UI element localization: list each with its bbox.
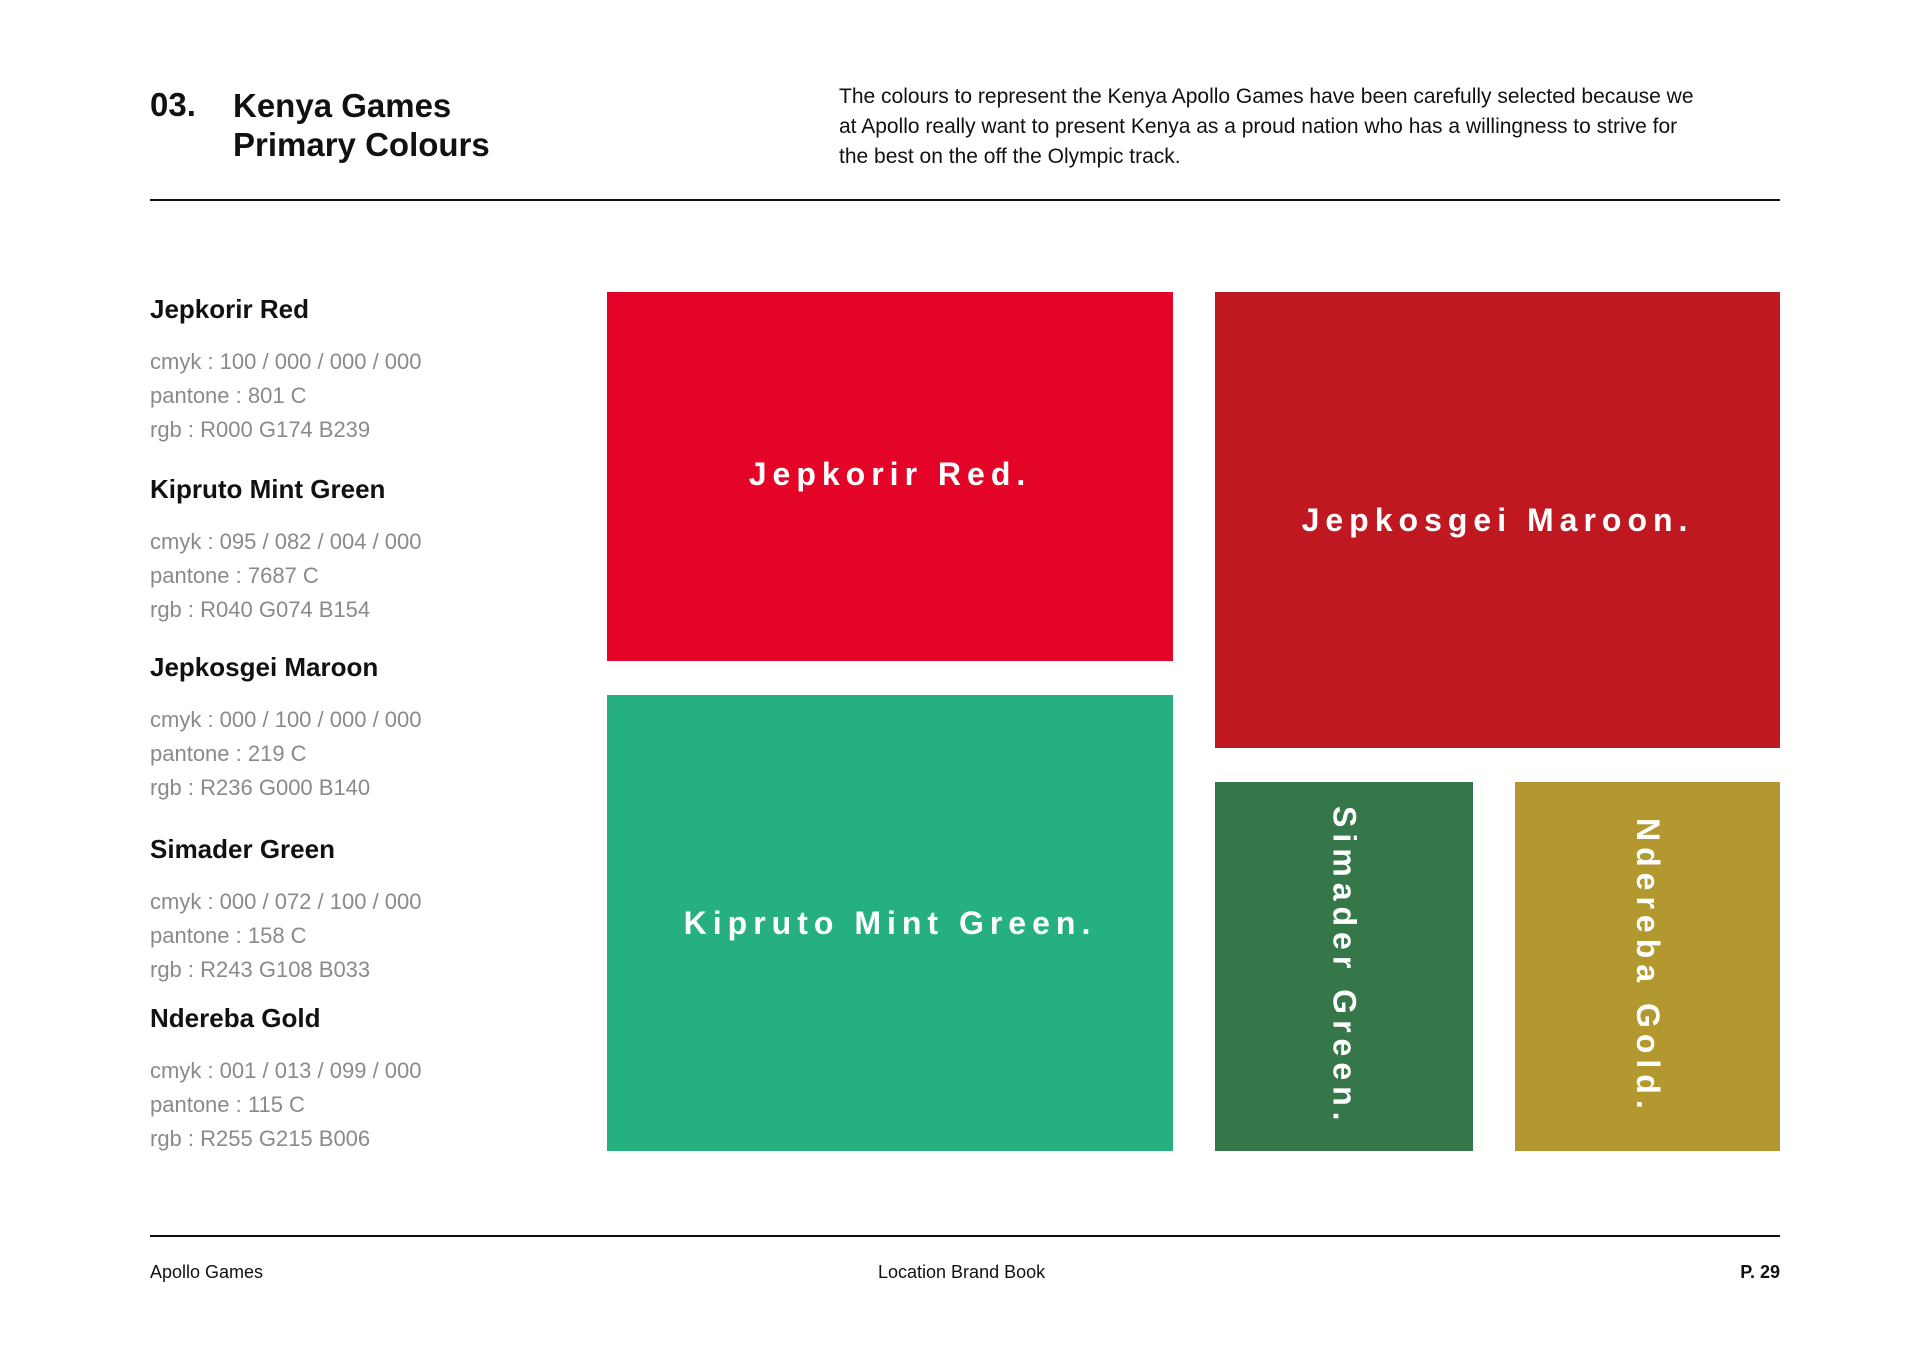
swatch-label: Kipruto Mint Green. xyxy=(683,904,1097,941)
colour-spec-cmyk: cmyk : 095 / 082 / 004 / 000 xyxy=(150,529,422,554)
swatch-jepkosgei-maroon xyxy=(1215,292,1780,748)
colour-spec-pantone: pantone : 115 C xyxy=(150,1092,305,1117)
colour-spec-rgb: rgb : R000 G174 B239 xyxy=(150,417,371,442)
colour-spec-cmyk: cmyk : 000 / 100 / 000 / 000 xyxy=(150,707,422,732)
footer-divider xyxy=(150,1235,1780,1237)
swatch-label: Ndereba Gold. xyxy=(1630,818,1666,1115)
colour-spec-pantone: pantone : 158 C xyxy=(150,923,307,948)
intro-paragraph xyxy=(839,82,1789,172)
intro-line-1: The colours to represent the Kenya Apollo Games have been carefully selected because we xyxy=(839,85,1694,108)
colour-spec-kipruto-mint-green xyxy=(150,473,422,627)
footer-document-title: Location Brand Book xyxy=(878,1262,1046,1282)
colour-spec-pantone: pantone : 7687 C xyxy=(150,563,319,588)
colour-spec-name: Kipruto Mint Green xyxy=(150,474,386,504)
colour-spec-cmyk: cmyk : 000 / 072 / 100 / 000 xyxy=(150,889,422,914)
swatch-simader-green xyxy=(1215,782,1473,1151)
intro-line-3: the best on the off the Olympic track. xyxy=(839,145,1181,168)
header-divider xyxy=(150,199,1780,201)
intro-line-2: at Apollo really want to present Kenya as a proud nation who has a willingness to strive for xyxy=(839,115,1678,138)
swatch-label: Jepkorir Red. xyxy=(748,456,1032,492)
footer-brand: Apollo Games xyxy=(150,1262,264,1282)
colour-spec-rgb: rgb : R255 G215 B006 xyxy=(150,1126,371,1151)
colour-spec-name: Simader Green xyxy=(150,834,335,864)
swatch-jepkorir-red xyxy=(607,292,1173,661)
page-title-line-2: Primary Colours xyxy=(233,126,490,163)
colour-spec-rgb: rgb : R243 G108 B033 xyxy=(150,957,371,982)
swatch-kipruto-mint-green xyxy=(607,695,1173,1151)
swatch-label: Simader Green. xyxy=(1326,806,1363,1127)
colour-spec-ndereba-gold xyxy=(150,1002,422,1156)
colour-spec-pantone: pantone : 801 C xyxy=(150,383,307,408)
colour-spec-cmyk: cmyk : 100 / 000 / 000 / 000 xyxy=(150,349,422,374)
colour-spec-name: Jepkosgei Maroon xyxy=(150,652,379,682)
page-title-line-1: Kenya Games xyxy=(233,87,452,124)
colour-spec-cmyk: cmyk : 001 / 013 / 099 / 000 xyxy=(150,1058,422,1083)
colour-spec-simader-green xyxy=(150,833,422,987)
colour-spec-jepkosgei-maroon xyxy=(150,651,422,805)
swatch-label: Jepkosgei Maroon. xyxy=(1301,501,1694,538)
colour-spec-rgb: rgb : R040 G074 B154 xyxy=(150,597,371,622)
colour-spec-jepkorir-red xyxy=(150,293,422,447)
colour-spec-name: Jepkorir Red xyxy=(150,294,309,324)
colour-spec-pantone: pantone : 219 C xyxy=(150,741,307,766)
page-title xyxy=(233,86,490,164)
colour-spec-name: Ndereba Gold xyxy=(150,1003,321,1033)
swatch-ndereba-gold xyxy=(1515,782,1780,1151)
page-number: P. 29 xyxy=(1740,1262,1780,1282)
colour-spec-rgb: rgb : R236 G000 B140 xyxy=(150,775,371,800)
section-number: 03. xyxy=(150,86,196,123)
